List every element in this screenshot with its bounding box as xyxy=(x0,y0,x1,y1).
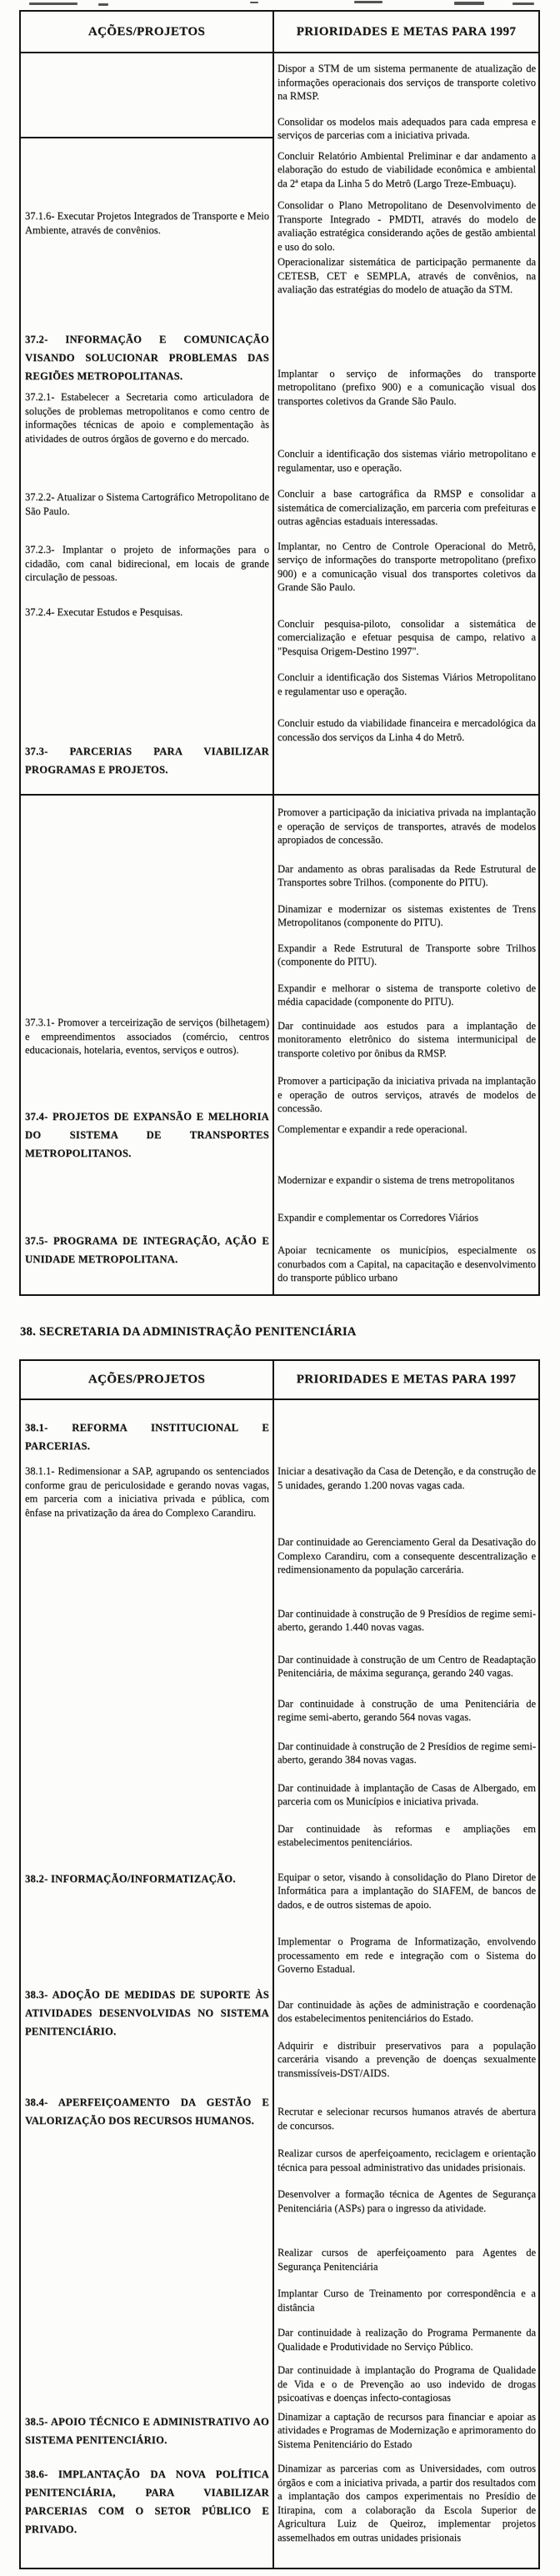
program-heading-38-6: 38.6- IMPLANTAÇÃO DA NOVA POLÍTICA PENITENCIÁRIA, PARA VIABILIZAR PARCERIAS COM O SETOR PÚBLICO E PRIVADO. xyxy=(25,2468,269,2535)
meta-item: Dar continuidade aos estudos para a implantação de monitoramento eletrônico do sistema intermunicipal de transporte coletivo por ônibus da RMSP. xyxy=(278,1019,536,1059)
meta-item: Dinamizar a captação de recursos para financiar e apoiar as atividades e Programas de Modernização e aprimoramento do Sistema Penitenciário do Estado xyxy=(278,2410,536,2450)
column-header-acoes-projetos: AÇÕES/PROJETOS xyxy=(21,1361,274,1398)
meta-item: Dar continuidade ao Gerenciamento Geral da Desativação do Complexo Carandiru, com a consequente descentralização e redimensionamento da população carcerária. xyxy=(278,1536,536,1575)
table-body-section-2 xyxy=(21,794,538,1294)
program-heading-38-1: 38.1- REFORMA INSTITUCIONAL E PARCERIAS. xyxy=(25,1422,269,1452)
meta-item: Dar continuidade à construção de uma Penitenciária de regime semi-aberto, gerando 564 novas vagas. xyxy=(278,1697,536,1723)
meta-item: Implementar o Programa de Informatização, envolvendo processamento em rede e integração com o Sistema do Governo Estadual. xyxy=(278,1936,536,1975)
meta-item: Operacionalizar sistemática de participação permanente da CETESB, CET e SEMPLA, através de convênios, na avaliação das estratégias do modelo de atuação da STM. xyxy=(278,256,536,295)
meta-item: Dar continuidade à construção de 2 Presídios de regime semi-aberto, gerando 384 novas vagas. xyxy=(278,1740,536,1765)
meta-item: Dar andamento as obras paralisadas da Rede Estrutural de Transportes sobre Trilhos. (componente do PITU). xyxy=(278,862,536,888)
meta-item: Dar continuidade à implantação de Casas de Albergado, em parceria com os Municípios e iniciativa privada. xyxy=(278,1781,536,1807)
table-body-section xyxy=(21,1400,538,2568)
meta-item: Concluir estudo da viabilidade financeira e mercadológica da concessão dos serviços da Linha 4 do Metrô. xyxy=(278,717,536,743)
acoes-column xyxy=(21,53,274,794)
program-heading-38-2: 38.2- INFORMAÇÃO/INFORMATIZAÇÃO. xyxy=(25,1873,236,1885)
acoes-column xyxy=(21,796,274,1294)
meta-item: Implantar, no Centro de Controle Operacional do Metrô, serviço de informações do transporte metropolitano (prefixo 900) e a comunicação visual dos transportes coletivos da Grande São Paulo. xyxy=(278,540,536,593)
meta-item: Desenvolver a formação técnica de Agentes de Segurança Penitenciária (ASPs) para o ingresso da atividade. xyxy=(278,2188,536,2214)
action-item-37-3-1: 37.3.1- Promover a terceirização de serviços (bilhetagem) e empreendimentos associados (comércio, centros educacionais, hotelaria, eventos, serviços e outros). xyxy=(25,1017,269,1056)
action-item-38-1-1: 38.1.1- Redimensionar a SAP, agrupando os sentenciados conforme grau de periculosidade e gerando novas vagas, em parceria com a iniciativa privada e pública, com ênfase na privatização da área do Complexo Carandiru. xyxy=(25,1465,269,1519)
scan-artifact xyxy=(354,1,382,3)
meta-item: Expandir e melhorar o sistema de transporte coletivo de média capacidade (componente do PITU). xyxy=(278,982,536,1007)
meta-item: Promover a participação da iniciativa privada na implantação e operação de serviços de transportes, através de modelos apropiados de concessão. xyxy=(278,806,536,846)
program-heading-37-2: 37.2- INFORMAÇÃO E COMUNICAÇÃO VISANDO SOLUCIONAR PROBLEMAS DAS REGIÕES METROPOLITANAS. xyxy=(25,334,269,382)
acoes-column xyxy=(21,1400,274,2568)
meta-item: Expandir a Rede Estrutural de Transporte sobre Trilhos (componente do PITU). xyxy=(278,942,536,967)
meta-item: Equipar o setor, visando à consolidação do Plano Diretor de Informática para a implantação do SIAFEM, de bancos de dados, e de outros sistemas de apoio. xyxy=(278,1870,536,1911)
meta-item: Iniciar a desativação da Casa de Detenção, e da construção de 5 unidades, gerando 1.200 novas vagas cada. xyxy=(278,1465,536,1491)
meta-item: Apoiar tecnicamente os municípios, especialmente os conurbados com a Capital, na capacitação e desenvolvimento do transporte público urbano xyxy=(278,1244,536,1283)
program-heading-38-3: 38.3- ADOÇÃO DE MEDIDAS DE SUPORTE ÀS ATIVIDADES DESENVOLVIDAS NO SISTEMA PENITENCIÁRIO. xyxy=(25,1989,269,2037)
program-heading-38-5: 38.5- APOIO TÉCNICO E ADMINISTRATIVO AO SISTEMA PENITENCIÁRIO. xyxy=(25,2416,269,2446)
metas-column xyxy=(274,1400,538,2568)
meta-item: Consolidar os modelos mais adequados para cada empresa e serviços de parcerias com a iniciativa privada. xyxy=(278,115,536,141)
meta-item: Dar continuidade à construção de 9 Presídios de regime semi-aberto, gerando 1.440 novas vagas. xyxy=(278,1607,536,1633)
table-acoes-prioridades-38 xyxy=(19,1359,540,2569)
meta-item: Dar continuidade às ações de administração e coordenação dos estabelecimentos penitenciários do Estado. xyxy=(278,1998,536,2024)
table-body-section-1 xyxy=(21,53,538,794)
meta-item: Dispor a STM de um sistema permanente de atualização de informações operacionais dos serviços de transporte coletivo na RMSP. xyxy=(278,63,536,102)
column-header-prioridades-metas-1997: PRIORIDADES E METAS PARA 1997 xyxy=(296,24,517,38)
metas-column xyxy=(274,53,538,794)
program-heading-38-4: 38.4- APERFEIÇOAMENTO DA GESTÃO E VALORIZAÇÃO DOS RECURSOS HUMANOS. xyxy=(25,2096,269,2127)
meta-item: Consolidar o Plano Metropolitano de Desenvolvimento de Transporte Integrado - PMDTI, através do modelo de avaliação estratégica considerando ações de gestão ambiental e uso do solo. xyxy=(278,199,536,253)
program-heading-37-5: 37.5- PROGRAMA DE INTEGRAÇÃO, AÇÃO E UNIDADE METROPOLITANA. xyxy=(25,1234,269,1265)
meta-item: Concluir a identificação dos sistemas viário metropolitano e regulamentar, uso e operação. xyxy=(278,448,536,474)
action-item-37-1-6: 37.1.6- Executar Projetos Integrados de Transporte e Meio Ambiente, através de convênios. xyxy=(25,210,269,236)
meta-item: Realizar cursos de aperfeiçoamento, reciclagem e orientação técnica para pessoal administrativo das unidades prisionais. xyxy=(278,2147,536,2173)
action-item-37-2-4: 37.2.4- Executar Estudos e Pesquisas. xyxy=(25,605,183,618)
meta-item: Concluir a base cartográfica da RMSP e consolidar a sistemática de comercialização, em parceria com prefeituras e outras agências estaduais interessadas. xyxy=(278,488,536,527)
meta-item: Implantar o serviço de informações do transporte metropolitano (prefixo 900) e a comunicação visual dos transportes coletivos da Grande São Paulo. xyxy=(278,367,536,407)
meta-item: Dar continuidade à implantação do Programa de Qualidade de Vida e o de Prevenção ao uso indevido de drogas psicoativas e doenças infecto-contagiosas xyxy=(278,2364,536,2403)
scan-artifact xyxy=(98,3,108,6)
table-header-row xyxy=(21,12,538,53)
meta-item: Implantar Curso de Treinamento por correspondência e a distância xyxy=(278,2287,536,2313)
action-item-37-2-2: 37.2.2- Atualizar o Sistema Cartográfico Metropolitano de São Paulo. xyxy=(25,491,269,517)
scan-artifact xyxy=(512,3,534,5)
meta-item: Dinamizar as parcerias com as Universidades, com outros órgãos e com a iniciativa privada, a partir dos resultados com a implantação dos campos experimentais no Presídio de Itirapina, com a colaboração da Escola Superior de Agricultura Luiz de Queiroz, implementar projetos assemelhados em outras unidades prisionais xyxy=(278,2463,536,2543)
meta-item: Concluir a identificação dos Sistemas Viários Metropolitano e regulamentar uso e operação. xyxy=(278,671,536,697)
program-heading-37-3: 37.3- PARCERIAS PARA VIABILIZAR PROGRAMAS E PROJETOS. xyxy=(25,746,269,776)
column-header-acoes-projetos: AÇÕES/PROJETOS xyxy=(21,12,274,52)
meta-item: Concluir pesquisa-piloto, consolidar a sistemática de comercialização e efetuar pesquisa de campo, relativo a "Pesquisa Origem-Destino 1997". xyxy=(278,617,536,657)
meta-item: Recrutar e selecionar recursos humanos através de abertura de concursos. xyxy=(278,2106,536,2132)
meta-item: Dar continuidade às reformas e ampliações em estabelecimentos penitenciários. xyxy=(278,1822,536,1848)
meta-item: Dinamizar e modernizar os sistemas existentes de Trens Metropolitanos (componente do PITU). xyxy=(278,902,536,928)
table-header-row xyxy=(21,1361,538,1400)
action-item-37-2-3: 37.2.3- Implantar o projeto de informações para o cidadão, com canal bidirecional, em locais de grande circulação de pessoas. xyxy=(25,544,269,583)
table-acoes-prioridades-37 xyxy=(19,10,540,1296)
program-heading-37-4: 37.4- PROJETOS DE EXPANSÃO E MELHORIA DO SISTEMA DE TRANSPORTES METROPOLITANOS. xyxy=(25,1110,269,1159)
meta-item: Complementar e expandir a rede operacional. xyxy=(278,1122,468,1135)
column-header-prioridades-metas-1997: PRIORIDADES E METAS PARA 1997 xyxy=(296,1373,517,1386)
meta-item: Modernizar e expandir o sistema de trens metropolitanos xyxy=(278,1174,515,1186)
meta-item: Dar continuidade à construção de um Centro de Readaptação Penitenciária, de máxima segurança, gerando 240 vagas. xyxy=(278,1653,536,1679)
metas-column xyxy=(274,796,538,1294)
meta-item: Dar continuidade à realização do Programa Permanente da Qualidade e Produtividade no Serviço Público. xyxy=(278,2327,536,2353)
meta-item: Promover a participação da iniciativa privada na implantação e operação de outros serviços, através de modelos de concessão. xyxy=(278,1075,536,1114)
section-heading-38: 38. SECRETARIA DA ADMINISTRAÇÃO PENITENCIÁRIA xyxy=(20,1325,357,1338)
scan-artifact xyxy=(454,2,484,5)
meta-item: Realizar cursos de aperfeiçoamento para Agentes de Segurança Penitenciária xyxy=(278,2247,536,2272)
meta-item: Adquirir e distribuir preservativos para a população carcerária visando a prevenção de doenças sexualmente transmissíveis-DST/AIDS. xyxy=(278,2039,536,2079)
meta-item: Expandir e complementar os Corredores Viários xyxy=(278,1211,478,1223)
scan-artifact xyxy=(29,3,78,5)
action-item-37-2-1: 37.2.1- Estabelecer a Secretaria como articuladora de soluções de problemas metropolitanos e como centro de informações técnicas de apoio e complementação às atividades de outros órgãos de governo e do mercado. xyxy=(25,391,269,444)
scan-artifact xyxy=(250,2,258,3)
meta-item: Concluir Relatório Ambiental Preliminar e dar andamento a elaboração do estudo de viabilidade econômica e ambiental da 2ª etapa da Linha 5 do Metrô (Largo Treze-Embuaçu). xyxy=(278,149,536,189)
empty-cell xyxy=(21,53,272,138)
